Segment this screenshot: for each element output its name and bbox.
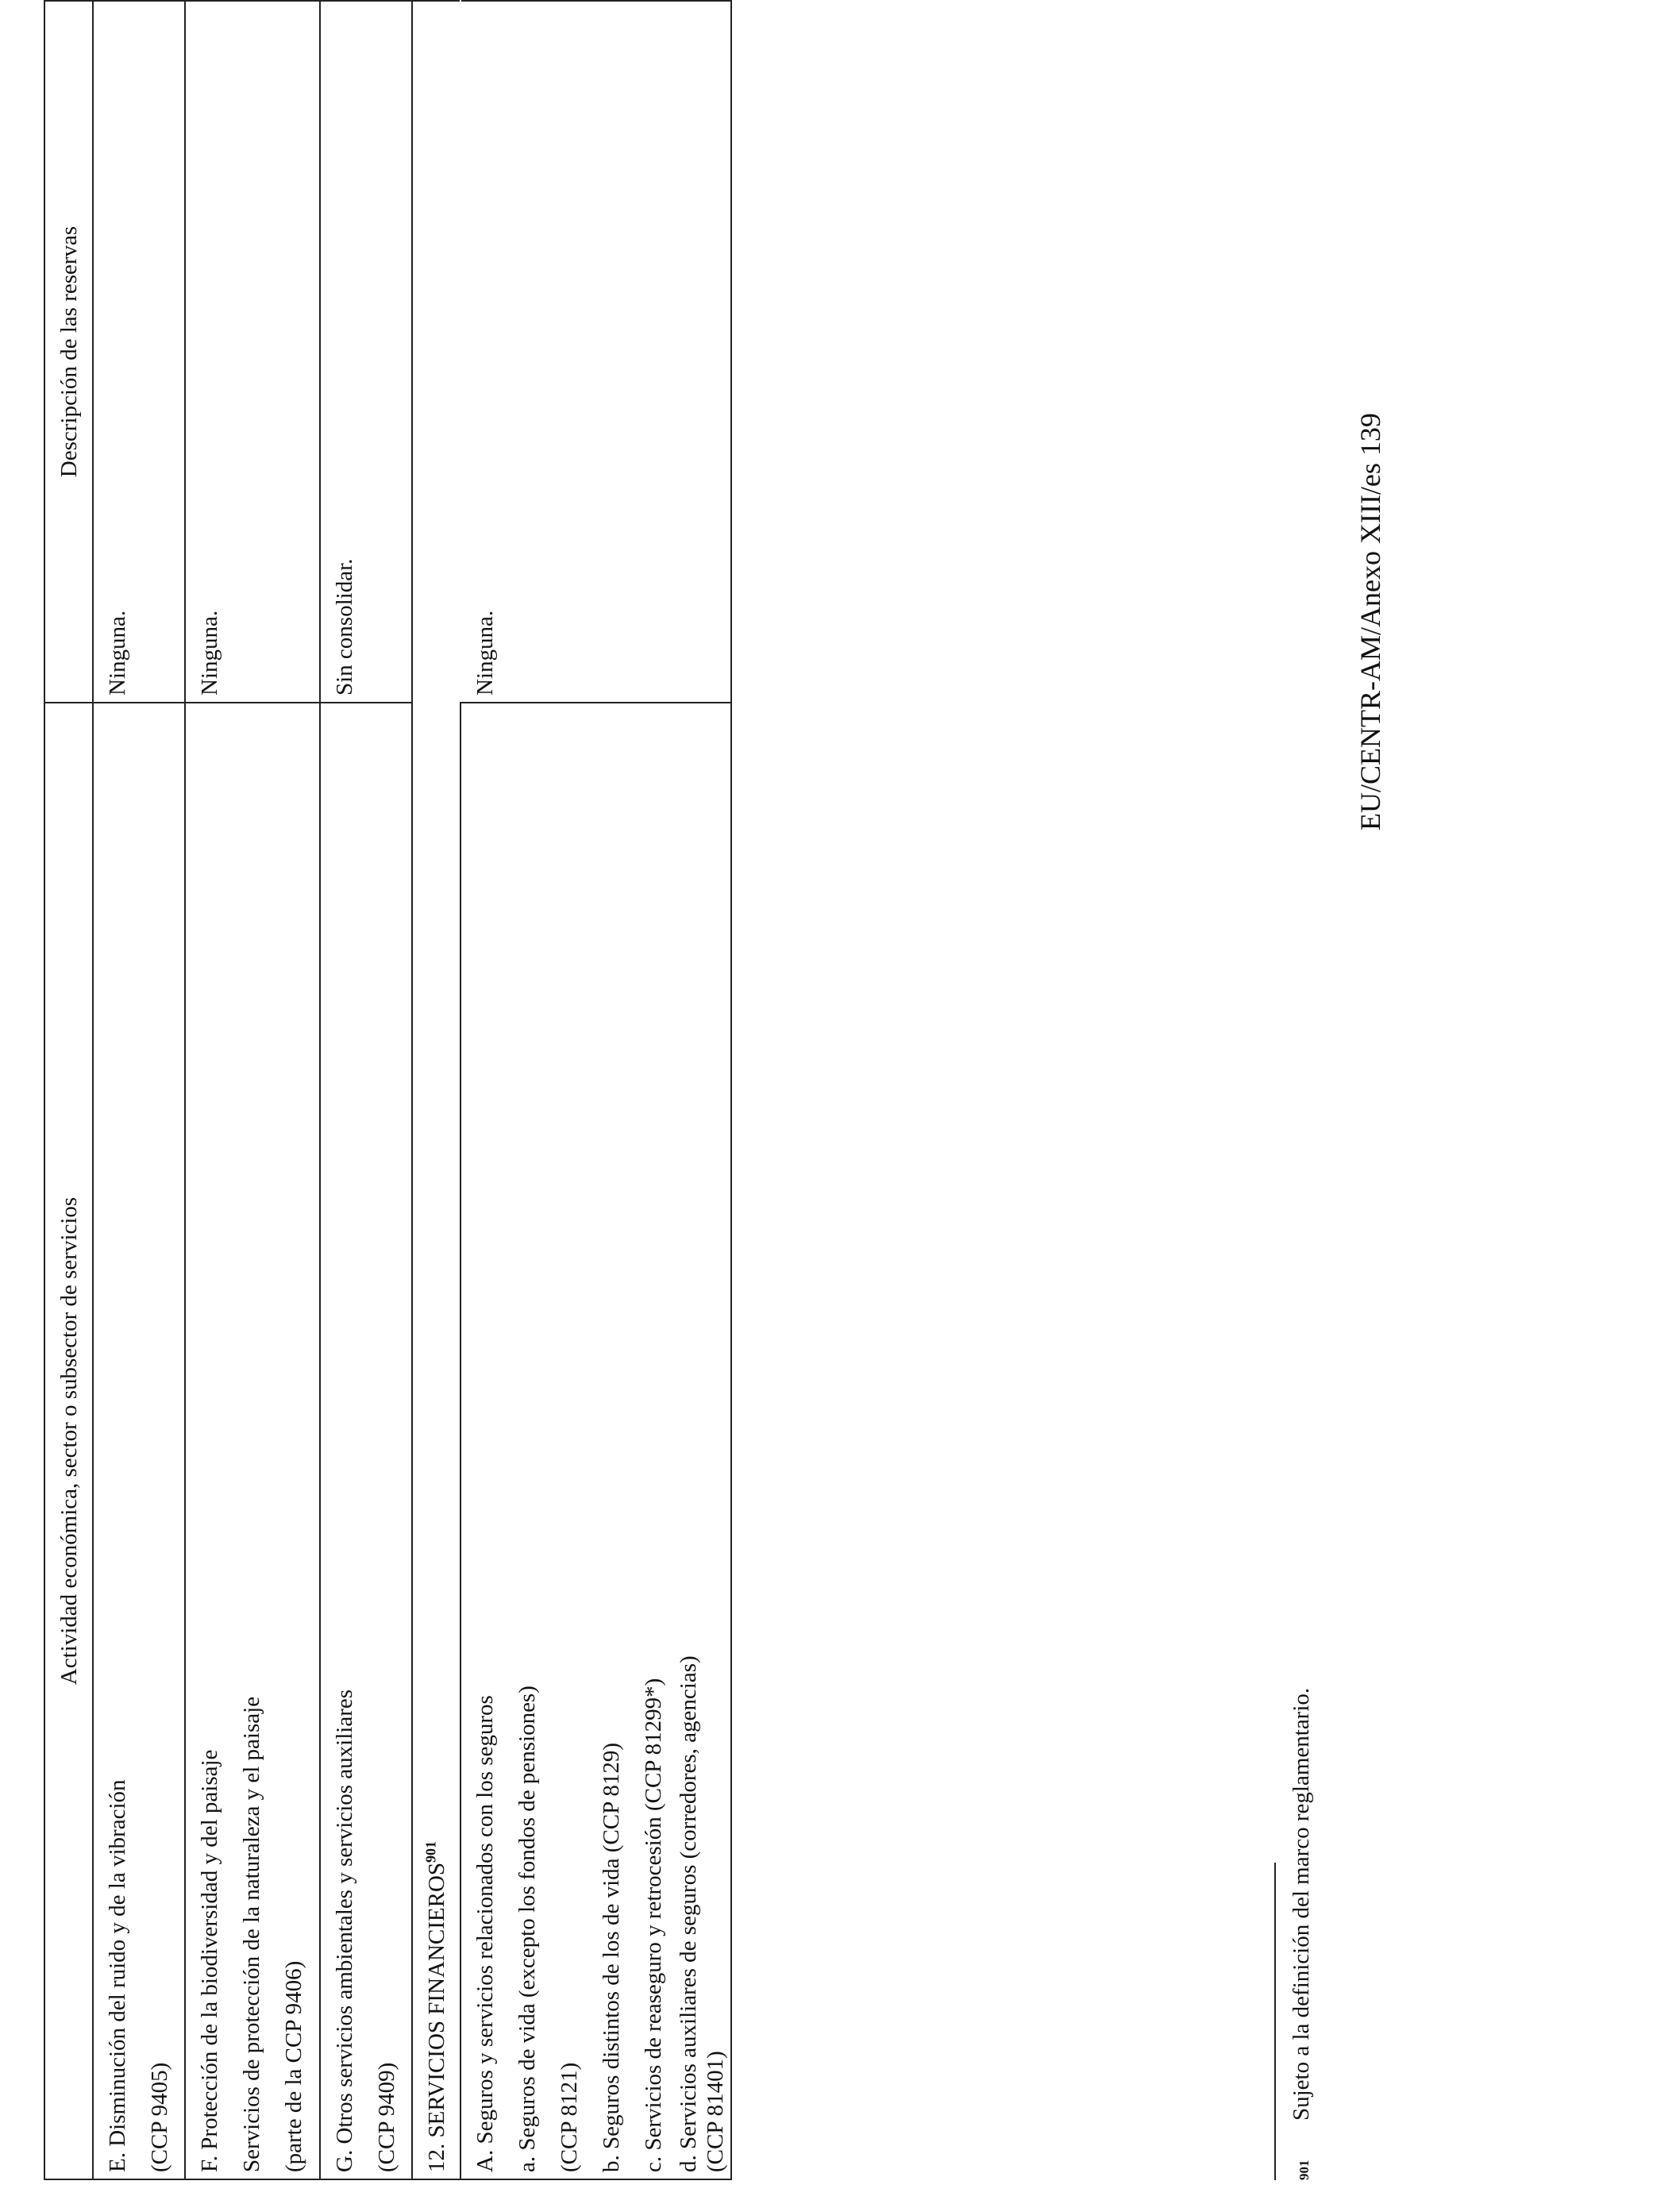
activity-cell — [320, 703, 412, 2179]
footnote-text: Sujeto a la definición del marco reglamentario. — [1289, 1687, 1314, 2121]
activity-line: (parte de la CCP 9406) — [281, 1960, 306, 2172]
activity-cell — [185, 703, 320, 2179]
activity-line: a. Seguros de vida (excepto los fondos de pensiones) — [514, 1686, 540, 2172]
reservation-cell: Ninguna. — [460, 1, 731, 703]
header-activity: Actividad económica, sector o subsector de servicios — [44, 703, 93, 2179]
table-row — [93, 1, 185, 2179]
activity-line: c. Servicios de reaseguro y retrocesión (CCP 81299*) — [641, 1678, 666, 2172]
footnote-number: 901 — [1297, 2160, 1312, 2180]
reservations-table — [44, 0, 732, 2180]
activity-cell — [460, 703, 731, 2179]
activity-line: (CCP 9409) — [374, 2062, 399, 2172]
table-row — [320, 1, 412, 2179]
table-row — [185, 1, 320, 2179]
activity-line: Servicios de protección de la naturaleza y el paisaje — [239, 1696, 264, 2172]
footnote-divider — [1274, 1863, 1276, 2180]
table-row — [460, 1, 731, 2179]
header-reservations: Descripción de las reservas — [44, 1, 93, 703]
section-title: 12. SERVICIOS FINANCIEROS — [424, 1862, 449, 2172]
activity-line: A. Seguros y servicios relacionados con los seguros — [472, 1695, 498, 2172]
activity-cell — [93, 703, 185, 2179]
reservation-cell: Sin consolidar. — [320, 1, 412, 703]
activity-line: (CCP 81401) — [703, 2051, 728, 2172]
activity-line: (CCP 8121) — [557, 2062, 582, 2172]
section-title-cell — [412, 703, 460, 2179]
document-reference: EU/CENTR-AM/Anexo XIII/es 139 — [1354, 413, 1386, 830]
reservation-cell: Ninguna. — [185, 1, 320, 703]
activity-line: G. Otros servicios ambientales y servicios auxiliares — [332, 1689, 357, 2172]
activity-line: b. Seguros distintos de los de vida (CCP 8129) — [599, 1742, 624, 2172]
section-row — [412, 1, 460, 2179]
activity-line: d. Servicios auxiliares de seguros (corredores, agencias) — [676, 1655, 701, 2172]
section-empty-cell — [412, 1, 460, 703]
table-header-row — [44, 1, 93, 2179]
reservation-cell: Ninguna. — [93, 1, 185, 703]
footnote-ref-mark: 901 — [422, 1840, 439, 1863]
activity-line: (CCP 9405) — [147, 2062, 172, 2172]
activity-line: F. Protección de la biodiversidad y del paisaje — [197, 1749, 222, 2172]
activity-line: E. Disminución del ruido y de la vibración — [105, 1779, 130, 2172]
